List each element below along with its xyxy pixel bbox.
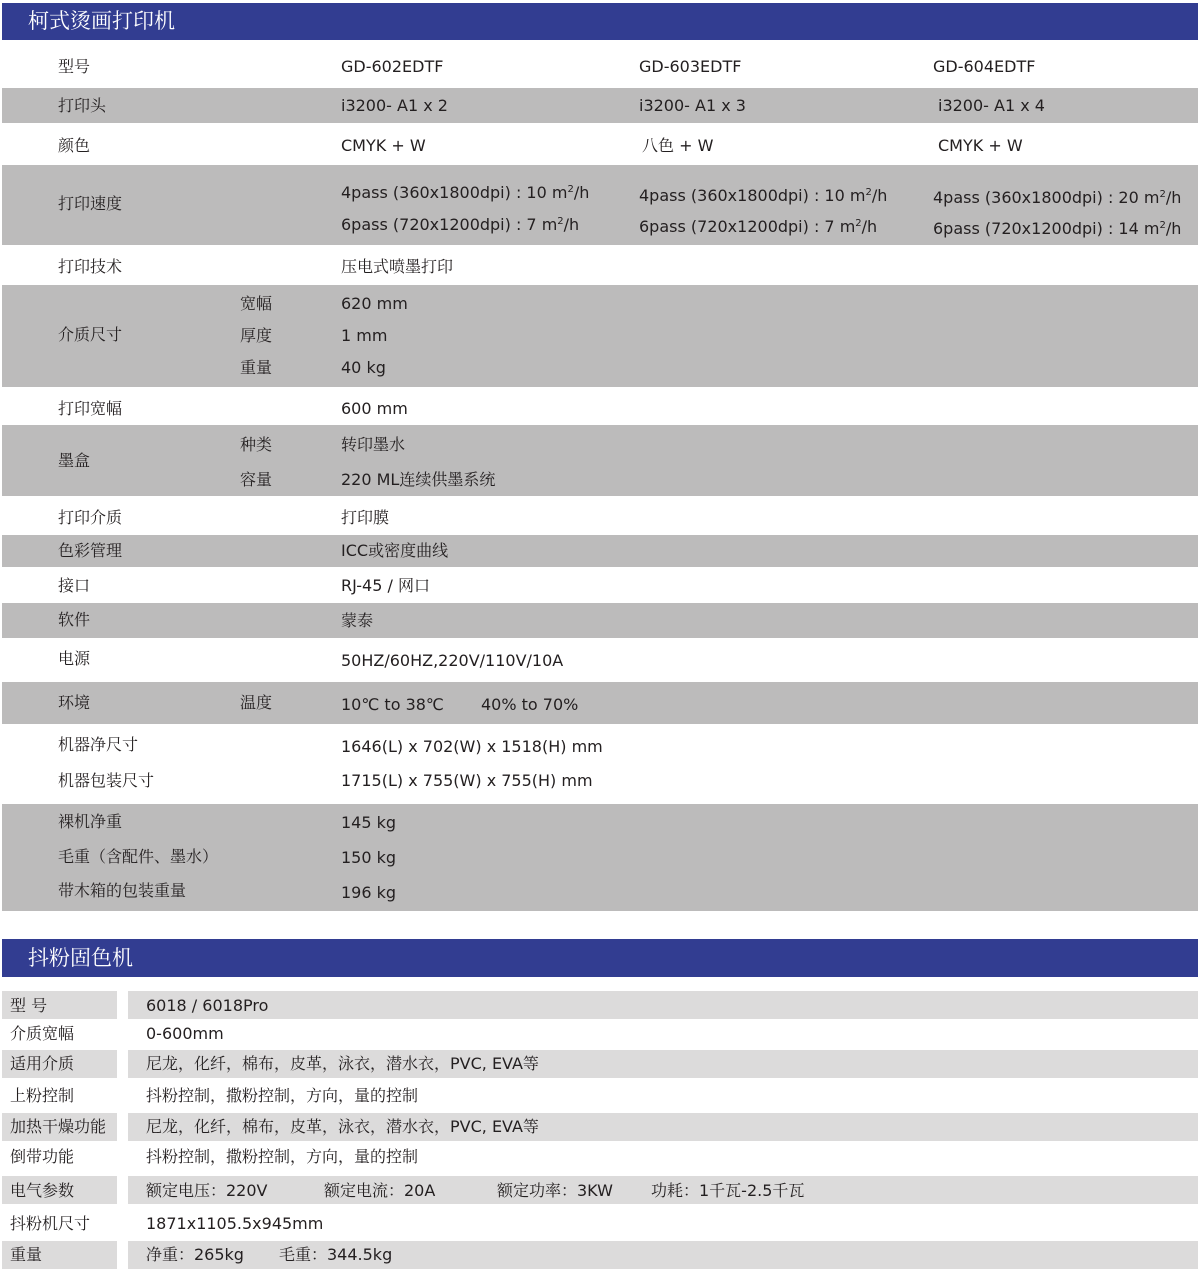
color-602: CMYK + W bbox=[341, 136, 426, 155]
row2-value-model: 6018 / 6018Pro bbox=[146, 996, 269, 1015]
row-label-media-size: 介质尺寸 bbox=[58, 325, 123, 344]
row-label-printhead: 打印头 bbox=[58, 96, 107, 115]
row-label-model: 型号 bbox=[58, 57, 91, 76]
speed-604-6pass: 6pass (720x1200dpi) : 14 $m^2/h$ bbox=[933, 219, 1182, 238]
row2-value-voltage: 额定电压：220V bbox=[146, 1181, 268, 1200]
ink-capacity-label: 容量 bbox=[240, 470, 273, 489]
printhead-604: i3200- A1 x 4 bbox=[938, 96, 1045, 115]
environment-temp-label: 温度 bbox=[240, 693, 273, 712]
model-603: GD-603EDTF bbox=[639, 57, 742, 76]
speed-604-4pass: 4pass (360x1800dpi) : 20 $m^2/h$ bbox=[933, 188, 1182, 207]
row2-value-media: 尼龙，化纤，棉布，皮革，泳衣，潜水衣，PVC, EVA等 bbox=[146, 1054, 539, 1073]
print-width-value: 600 mm bbox=[341, 399, 408, 418]
row-bg bbox=[128, 991, 1198, 1019]
row2-value-media-width: 0-600mm bbox=[146, 1024, 224, 1043]
row2-label-powder-control: 上粉控制 bbox=[10, 1086, 75, 1105]
speed-603-4pass: 4pass (360x1800dpi) : 10 $m^2/h$ bbox=[639, 186, 888, 205]
row-label-speed: 打印速度 bbox=[58, 194, 123, 213]
power-value: 50HZ/60HZ,220V/110V/10A bbox=[341, 651, 564, 670]
section-title: 柯式烫画打印机 bbox=[28, 9, 175, 33]
row-label-ink: 墨盒 bbox=[58, 451, 91, 470]
media-value: 打印膜 bbox=[341, 508, 390, 527]
model-602: GD-602EDTF bbox=[341, 57, 444, 76]
section-title: 抖粉固色机 bbox=[28, 946, 133, 970]
row-label-media: 打印介质 bbox=[58, 508, 123, 527]
row-label-print-width: 打印宽幅 bbox=[58, 399, 123, 418]
band bbox=[2, 285, 1198, 387]
row-label-pack-size: 机器包装尺寸 bbox=[58, 771, 155, 790]
ink-type-value: 转印墨水 bbox=[341, 435, 406, 454]
row2-label-size: 抖粉机尺寸 bbox=[10, 1214, 91, 1233]
color-mgmt-value: ICC或密度曲线 bbox=[341, 541, 449, 560]
environment-humidity-value: 40% to 70% bbox=[481, 695, 579, 714]
net-weight-value: 145 kg bbox=[341, 813, 397, 832]
row-label-software: 软件 bbox=[58, 610, 91, 629]
row2-value-heating: 尼龙，化纤，棉布，皮革，泳衣，潜水衣，PVC, EVA等 bbox=[146, 1117, 539, 1136]
row-label-net-weight: 裸机净重 bbox=[58, 812, 123, 831]
row2-value-current: 额定电流：20A bbox=[324, 1181, 436, 1200]
media-width-value: 620 mm bbox=[341, 294, 408, 313]
row2-value-size: 1871x1105.5x945mm bbox=[146, 1214, 324, 1233]
environment-temp-value: 10℃ to 38℃ bbox=[341, 695, 444, 714]
row2-value-power: 额定功率：3KW bbox=[497, 1181, 613, 1200]
software-value: 蒙泰 bbox=[341, 611, 374, 630]
media-weight-value: 40 kg bbox=[341, 358, 386, 377]
row-label-environment: 环境 bbox=[58, 693, 91, 712]
interface-value: RJ-45 / 网口 bbox=[341, 576, 430, 595]
speed-602-6pass: 6pass (720x1200dpi) : 7 $m^2/h$ bbox=[341, 215, 580, 234]
media-thickness-label: 厚度 bbox=[240, 326, 273, 345]
section-header-shaker bbox=[2, 939, 1198, 977]
model-604: GD-604EDTF bbox=[933, 57, 1036, 76]
speed-603-6pass: 6pass (720x1200dpi) : 7 $m^2/h$ bbox=[639, 217, 878, 236]
crate-weight-value: 196 kg bbox=[341, 883, 397, 902]
row-label-tech: 打印技术 bbox=[58, 257, 123, 276]
media-thickness-value: 1 mm bbox=[341, 326, 388, 345]
band bbox=[2, 603, 1198, 638]
row-label-color-mgmt: 色彩管理 bbox=[58, 541, 123, 560]
printhead-602: i3200- A1 x 2 bbox=[341, 96, 448, 115]
band bbox=[2, 682, 1198, 724]
net-size-value: 1646(L) x 702(W) x 1518(H) mm bbox=[341, 737, 603, 756]
color-603: 八色 + W bbox=[642, 136, 714, 155]
row2-value-gross-weight: 毛重：344.5kg bbox=[279, 1245, 393, 1264]
row2-label-rewind: 倒带功能 bbox=[10, 1147, 75, 1166]
printhead-603: i3200- A1 x 3 bbox=[639, 96, 746, 115]
ink-capacity-value: 220 ML连续供墨系统 bbox=[341, 470, 496, 489]
row-label-net-size: 机器净尺寸 bbox=[58, 735, 139, 754]
row-label-power: 电源 bbox=[58, 649, 91, 668]
section-header-printer bbox=[2, 3, 1198, 40]
row2-value-consumption: 功耗：1千瓦-2.5千瓦 bbox=[651, 1181, 805, 1200]
row2-label-media: 适用介质 bbox=[10, 1054, 75, 1073]
row2-label-media-width: 介质宽幅 bbox=[10, 1024, 75, 1043]
pack-size-value: 1715(L) x 755(W) x 755(H) mm bbox=[341, 771, 593, 790]
row2-label-electrical: 电气参数 bbox=[10, 1181, 75, 1200]
gross-weight-value: 150 kg bbox=[341, 848, 397, 867]
ink-type-label: 种类 bbox=[240, 435, 273, 454]
row-label-gross-weight: 毛重（含配件、墨水） bbox=[58, 847, 219, 866]
row2-value-net-weight: 净重：265kg bbox=[146, 1245, 244, 1264]
media-width-label: 宽幅 bbox=[240, 294, 273, 313]
row-label-interface: 接口 bbox=[58, 576, 91, 595]
color-604: CMYK + W bbox=[938, 136, 1023, 155]
band bbox=[2, 425, 1198, 496]
row-label-color: 颜色 bbox=[58, 136, 91, 155]
row-label-crate-weight: 带木箱的包装重量 bbox=[58, 881, 187, 900]
tech-value: 压电式喷墨打印 bbox=[341, 257, 454, 276]
band bbox=[2, 535, 1198, 567]
row2-label-weight: 重量 bbox=[10, 1245, 43, 1264]
row2-value-powder-control: 抖粉控制，撒粉控制，方向，量的控制 bbox=[146, 1086, 419, 1105]
row2-value-rewind: 抖粉控制，撒粉控制，方向，量的控制 bbox=[146, 1147, 419, 1166]
row2-label-model: 型 号 bbox=[10, 996, 48, 1015]
row2-label-heating: 加热干燥功能 bbox=[10, 1117, 107, 1136]
media-weight-label: 重量 bbox=[240, 358, 273, 377]
speed-602-4pass: 4pass (360x1800dpi) : 10 $m^2/h$ bbox=[341, 183, 590, 202]
